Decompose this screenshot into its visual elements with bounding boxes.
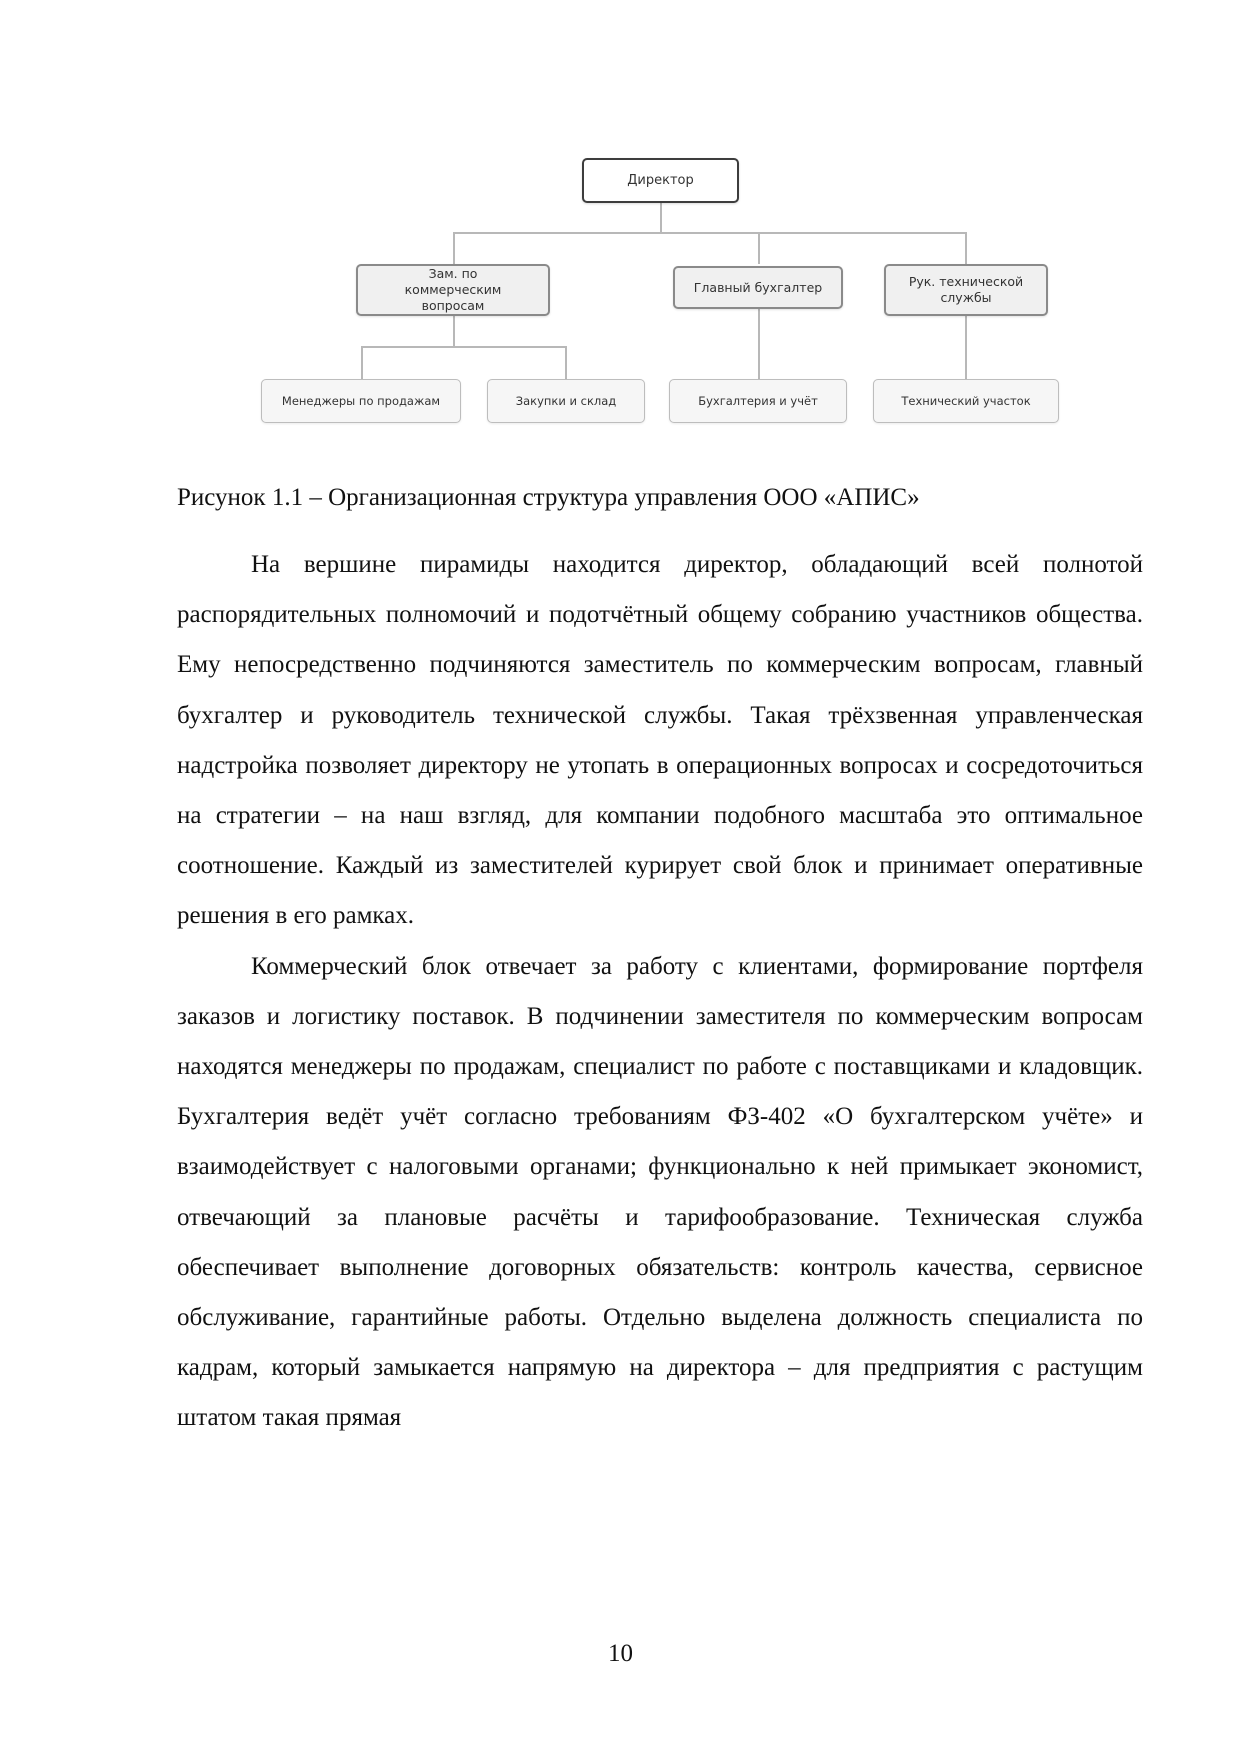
connector-line (965, 315, 967, 379)
org-node-purchasing-warehouse: Закупки и склад (487, 379, 645, 423)
connector-line (758, 309, 760, 379)
connector-line (565, 346, 567, 379)
org-node-technical-head: Рук. технической службы (884, 264, 1048, 316)
connector-line (965, 232, 967, 264)
org-node-sales-managers: Менеджеры по продажам (261, 379, 461, 423)
connector-line (361, 346, 567, 348)
org-node-chief-accountant: Главный бухгалтер (673, 266, 843, 309)
org-node-accounting: Бухгалтерия и учёт (669, 379, 847, 423)
connector-line (453, 232, 967, 234)
org-node-technical-section: Технический участок (873, 379, 1059, 423)
connector-line (660, 203, 662, 233)
figure-caption: Рисунок 1.1 – Организационная структура управления ООО «АПИС» (177, 484, 920, 511)
connector-line (758, 232, 760, 264)
paragraph: Коммерческий блок отвечает за работу с клиентами, формирование портфеля заказов и логистику поставок. В подчинении заместителя по коммерческим вопросам находятся менеджеры по продажам, специалист по работе с поставщиками и кладовщик. Бухгалтерия ведёт учёт согласно требованиям ФЗ-402 «О бухгалтерском учёте» и взаимодействует с налоговыми органами; функционально к ней примыкает экономист, отвечающий за плановые расчёты и тарифообразование. Техническая служба обеспечивает выполнение договорных обязательств: контроль качества, сервисное обслуживание, гарантийные работы. Отдельно выделена должность специалиста по кадрам, который замыкается напрямую на директора – для предприятия с растущим штатом такая прямая (177, 952, 1143, 1432)
connector-line (361, 346, 363, 379)
page-number: 10 (608, 1640, 633, 1667)
org-chart (0, 0, 1241, 460)
connector-line (453, 232, 455, 264)
paragraph: На вершине пирамиды находится директор, обладающий всей полнотой распорядительных полномочий и подотчётный общему собранию участников общества. Ему непосредственно подчиняются заместитель по коммерческим вопросам, главный бухгалтер и руководитель технической службы. Такая трёхзвенная управленческая надстройка позволяет директору не утопать в операционных вопросах и сосредоточиться на стратегии – на наш взгляд, для компании подобного масштаба это оптимальное соотношение. Каждый из заместителей курирует свой блок и принимает оперативные решения в его рамках. (177, 551, 1143, 930)
org-node-commercial-deputy: Зам. по коммерческим вопросам (356, 264, 550, 316)
org-node-director: Директор (582, 158, 739, 203)
connector-line (453, 315, 455, 347)
body-text (177, 540, 1143, 1444)
